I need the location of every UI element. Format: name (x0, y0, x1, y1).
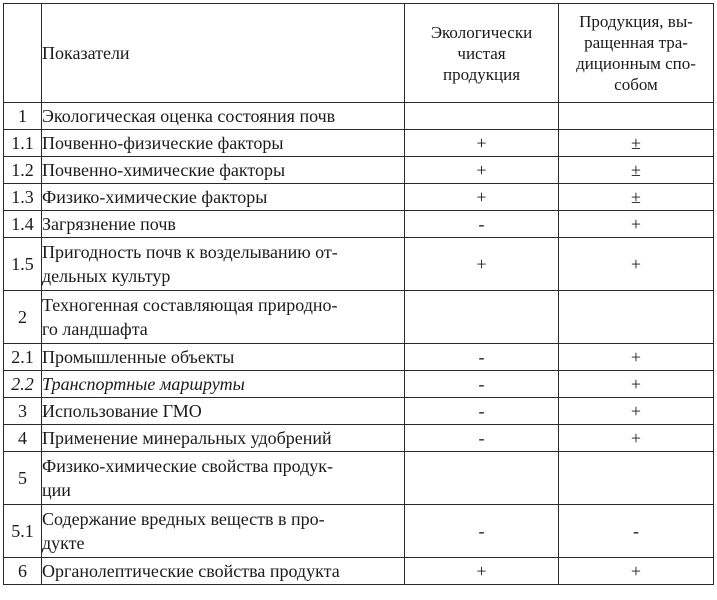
row-indicator (42, 157, 405, 184)
header-eco-line: Экологически (430, 22, 533, 42)
row-trad-value: + (559, 558, 714, 585)
row-indicator (42, 371, 405, 398)
row-number: 1.1 (4, 130, 42, 157)
row-eco-value: + (405, 130, 559, 157)
row-indicator-text: Техногенная составляющая природно- (42, 295, 338, 315)
row-number: 3 (4, 398, 42, 425)
table-row (4, 398, 714, 425)
row-indicator-text: Пригодность почв к возделыванию от- (42, 242, 338, 262)
row-indicator-text: Физико-химические свойства продук- (42, 456, 334, 476)
row-trad-value: + (559, 371, 714, 398)
row-indicator-text: Экологическая оценка состояния почв (42, 106, 336, 126)
header-eco-product (405, 4, 559, 103)
header-trad-line: диционным спо- (576, 54, 696, 73)
row-eco-value: - (405, 398, 559, 425)
row-number: 1.5 (4, 238, 42, 291)
row-indicator-text: Почвенно-физические факторы (42, 133, 284, 153)
row-trad-value: ± (559, 184, 714, 211)
row-eco-value: - (405, 505, 559, 558)
row-indicator (42, 103, 405, 130)
table-row (4, 157, 714, 184)
table-row (4, 291, 714, 344)
row-indicator-text-cont: дукте (42, 533, 85, 553)
row-eco-value: + (405, 157, 559, 184)
row-eco-value: - (405, 371, 559, 398)
table-row (4, 344, 714, 371)
row-indicator-text-cont: дельных культур (42, 266, 171, 286)
header-row (4, 4, 714, 103)
table-row (4, 211, 714, 238)
row-indicator (42, 291, 405, 344)
row-indicator (42, 425, 405, 452)
row-indicator (42, 398, 405, 425)
row-number: 2.2 (4, 371, 42, 398)
header-eco-line: продукция (442, 64, 521, 84)
row-indicator (42, 238, 405, 291)
row-trad-value: + (559, 344, 714, 371)
row-eco-value: + (405, 558, 559, 585)
table-row (4, 425, 714, 452)
table-row (4, 103, 714, 130)
table-row (4, 558, 714, 585)
row-indicator-text: Содержание вредных веществ в про- (42, 509, 325, 529)
row-indicator (42, 344, 405, 371)
row-eco-value (405, 291, 559, 344)
row-eco-value: - (405, 344, 559, 371)
row-number: 5 (4, 452, 42, 505)
indicators-table (3, 3, 714, 585)
row-trad-value: + (559, 211, 714, 238)
row-number: 2 (4, 291, 42, 344)
header-trad-line: Продукция, вы- (579, 12, 693, 31)
row-indicator-text-cont: го ландшафта (42, 319, 148, 339)
row-indicator-text: Загрязнение почв (42, 214, 176, 234)
table-row (4, 371, 714, 398)
header-eco-line: чистая (457, 43, 506, 63)
row-number: 6 (4, 558, 42, 585)
row-eco-value: + (405, 184, 559, 211)
row-indicator (42, 211, 405, 238)
row-indicator-text: Использование ГМО (42, 401, 202, 421)
row-trad-value: ± (559, 157, 714, 184)
row-indicator (42, 558, 405, 585)
row-trad-value: + (559, 425, 714, 452)
row-eco-value (405, 103, 559, 130)
row-indicator-text: Органолептические свойства продукта (42, 561, 340, 581)
row-indicator-text: Физико-химические факторы (42, 187, 268, 207)
row-number: 1.3 (4, 184, 42, 211)
row-indicator (42, 452, 405, 505)
row-trad-value (559, 103, 714, 130)
row-number: 2.1 (4, 344, 42, 371)
table-row (4, 130, 714, 157)
row-trad-value (559, 452, 714, 505)
header-trad-line: собом (614, 75, 658, 94)
row-trad-value: + (559, 398, 714, 425)
row-indicator (42, 184, 405, 211)
row-indicator-text-cont: ции (42, 480, 71, 500)
row-eco-value (405, 452, 559, 505)
row-eco-value: - (405, 211, 559, 238)
row-indicator (42, 505, 405, 558)
header-num-cell (4, 4, 42, 103)
row-trad-value: + (559, 238, 714, 291)
row-trad-value: - (559, 505, 714, 558)
table-row (4, 238, 714, 291)
table-row (4, 184, 714, 211)
row-number: 1.4 (4, 211, 42, 238)
header-traditional-product (559, 4, 714, 103)
row-indicator-text: Почвенно-химические факторы (42, 160, 286, 180)
header-trad-line: ращенная тра- (584, 33, 688, 52)
row-indicator-text: Промышленные объекты (42, 347, 235, 367)
table-row (4, 452, 714, 505)
row-indicator-text: Применение минеральных удобрений (42, 428, 332, 448)
row-number: 5.1 (4, 505, 42, 558)
row-number: 1.2 (4, 157, 42, 184)
table-row (4, 505, 714, 558)
row-indicator-text: Транспортные маршруты (42, 374, 245, 394)
row-eco-value: + (405, 238, 559, 291)
row-number: 1 (4, 103, 42, 130)
row-eco-value: - (405, 425, 559, 452)
row-trad-value (559, 291, 714, 344)
row-trad-value: ± (559, 130, 714, 157)
row-indicator (42, 130, 405, 157)
header-indicators: Показатели (42, 4, 405, 103)
row-number: 4 (4, 425, 42, 452)
